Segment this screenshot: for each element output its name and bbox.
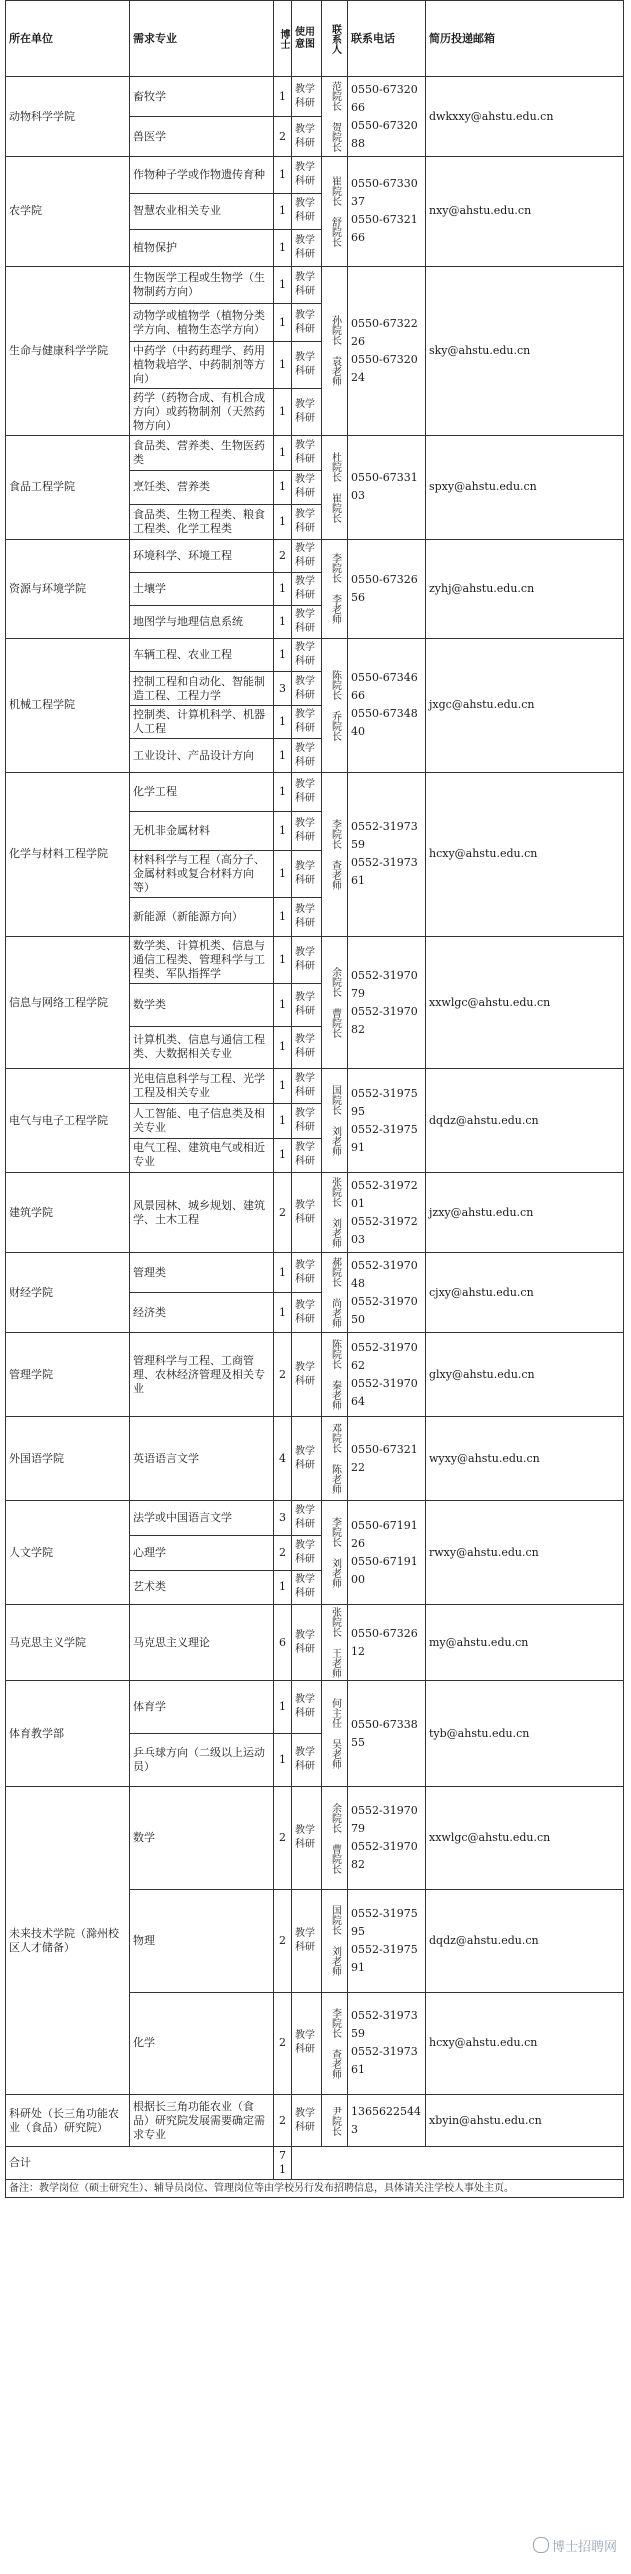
table-row [6, 266, 624, 304]
major-cell: 地图学与地理信息系统 [130, 605, 274, 638]
major-cell: 食品类、营养类、生物医药类 [130, 435, 274, 470]
contact-cell [322, 936, 348, 1068]
use-cell: 教学科研 [292, 1333, 322, 1417]
total-row [6, 2147, 624, 2180]
use-cell: 教学科研 [292, 672, 322, 706]
phd-count-cell: 1 [274, 1293, 292, 1333]
email-cell: cjxy@ahstu.edu.cn [426, 1253, 624, 1333]
email-cell: xxwlgc@ahstu.edu.cn [426, 1787, 624, 1890]
contact-cell-text: 崔院长 舒院长 [329, 175, 341, 247]
header-phone: 联系电话 [348, 1, 426, 77]
use-cell: 教学科研 [292, 811, 322, 850]
contact-cell [322, 266, 348, 435]
email-cell: rwxy@ahstu.edu.cn [426, 1501, 624, 1605]
table-row [6, 638, 624, 672]
unit-cell: 资源与环境学院 [6, 539, 130, 638]
contact-cell-text: 余院长 曹院长 [329, 1802, 341, 1874]
major-cell: 控制工程和自动化、智能制造工程、工程力学 [130, 672, 274, 706]
use-cell: 教学科研 [292, 638, 322, 672]
major-cell: 经济类 [130, 1293, 274, 1333]
phone-cell: 0552-3197048 0552-3197050 [348, 1253, 426, 1333]
table-row [6, 1069, 624, 1104]
major-cell: 环境科学、环境工程 [130, 539, 274, 572]
major-cell: 计算机类、信息与通信工程类、大数据相关专业 [130, 1026, 274, 1069]
major-cell: 畜牧学 [130, 77, 274, 117]
header-unit: 所在单位 [6, 1, 130, 77]
email-cell: wyxy@ahstu.edu.cn [426, 1417, 624, 1501]
phone-cell: 0550-6733855 [348, 1681, 426, 1787]
major-cell: 兽医学 [130, 117, 274, 157]
phone-cell: 13656225443 [348, 2095, 426, 2147]
use-cell: 教学科研 [292, 605, 322, 638]
contact-cell [322, 1069, 348, 1173]
phd-count-cell: 2 [274, 1173, 292, 1253]
unit-cell: 农学院 [6, 157, 130, 267]
phone-cell: 0550-6733103 [348, 435, 426, 539]
note-row [6, 2180, 624, 2198]
unit-cell: 生命与健康科学学院 [6, 266, 130, 435]
header-major: 需求专业 [130, 1, 274, 77]
email-cell: tyb@ahstu.edu.cn [426, 1681, 624, 1787]
phd-count-cell: 1 [274, 1026, 292, 1069]
use-cell: 教学科研 [292, 193, 322, 230]
major-cell: 风景园林、城乡规划、建筑学、土木工程 [130, 1173, 274, 1253]
header-email: 简历投递邮箱 [426, 1, 624, 77]
use-cell: 教学科研 [292, 772, 322, 811]
email-cell: dqdz@ahstu.edu.cn [426, 1889, 624, 1992]
major-cell: 中药学（中药药理学、药用植物栽培学、中药制剂等方向） [130, 341, 274, 388]
use-cell: 教学科研 [292, 1069, 322, 1104]
major-cell: 光电信息科学与工程、光学工程及相关专业 [130, 1069, 274, 1104]
phone-cell: 0552-3197595 0552-3197591 [348, 1069, 426, 1173]
phone-cell: 0552-3197595 0552-3197591 [348, 1889, 426, 1992]
email-cell: zyhj@ahstu.edu.cn [426, 539, 624, 638]
major-cell: 车辆工程、农业工程 [130, 638, 274, 672]
total-empty [292, 2147, 624, 2180]
major-cell: 电气工程、建筑电气或相近专业 [130, 1138, 274, 1173]
table-body [6, 77, 624, 2198]
use-cell: 教学科研 [292, 1889, 322, 1992]
use-cell: 教学科研 [292, 850, 322, 897]
watermark-text: 博士招聘网 [551, 2540, 617, 2555]
contact-cell-text: 邓院长 陈老师 [329, 1423, 341, 1495]
contact-cell [322, 1787, 348, 1890]
use-cell: 教学科研 [292, 470, 322, 505]
major-cell: 管理类 [130, 1253, 274, 1293]
use-cell: 教学科研 [292, 1787, 322, 1890]
contact-cell-text: 李院长 李老师 [329, 553, 341, 625]
use-cell: 教学科研 [292, 230, 322, 267]
phd-count-cell: 2 [274, 2095, 292, 2147]
phd-count-cell: 1 [274, 1253, 292, 1293]
contact-cell [322, 435, 348, 539]
major-cell: 药学（药物合成、有机合成方向）或药物制剂（天然药物方向） [130, 388, 274, 435]
table-row [6, 1501, 624, 1536]
use-cell: 教学科研 [292, 572, 322, 605]
major-cell: 人工智能、电子信息类及相关专业 [130, 1103, 274, 1138]
phd-count-cell: 1 [274, 897, 292, 936]
major-cell: 体育学 [130, 1681, 274, 1734]
major-cell: 土壤学 [130, 572, 274, 605]
header-phd: 博士 [274, 1, 292, 77]
email-cell: glxy@ahstu.edu.cn [426, 1333, 624, 1417]
phd-count-cell: 2 [274, 1535, 292, 1570]
phone-cell: 0552-3197079 0552-3197082 [348, 1787, 426, 1890]
use-cell: 教学科研 [292, 1138, 322, 1173]
phd-count-cell: 2 [274, 539, 292, 572]
phone-cell: 0550-6732066 0550-6732088 [348, 77, 426, 157]
major-cell: 控制类、计算机科学、机器人工程 [130, 705, 274, 739]
unit-cell: 科研处（长三角功能农业（食品）研究院） [6, 2095, 130, 2147]
use-cell: 教学科研 [292, 1293, 322, 1333]
major-cell: 艺术类 [130, 1570, 274, 1605]
use-cell: 教学科研 [292, 388, 322, 435]
table-row [6, 1417, 624, 1501]
major-cell: 管理科学与工程、工商管理、农林经济管理及相关专业 [130, 1333, 274, 1417]
email-cell: xxwlgc@ahstu.edu.cn [426, 936, 624, 1068]
use-cell: 教学科研 [292, 341, 322, 388]
phone-cell: 0550-6734666 0550-6734840 [348, 638, 426, 772]
phd-count-cell: 2 [274, 1333, 292, 1417]
contact-cell-text: 李院长 查老师 [329, 2007, 341, 2079]
phd-count-cell: 1 [274, 936, 292, 983]
contact-cell-text: 国院长 刘老师 [329, 1905, 341, 1977]
use-cell: 教学科研 [292, 1173, 322, 1253]
unit-cell: 马克思主义学院 [6, 1605, 130, 1681]
phd-count-cell: 1 [274, 505, 292, 540]
major-cell: 无机非金属材料 [130, 811, 274, 850]
unit-cell: 人文学院 [6, 1501, 130, 1605]
use-cell: 教学科研 [292, 1253, 322, 1293]
use-cell: 教学科研 [292, 739, 322, 773]
phd-count-cell: 1 [274, 470, 292, 505]
contact-cell [322, 772, 348, 936]
major-cell: 动物学或植物学（植物分类学方向、植物生态学方向） [130, 304, 274, 342]
use-cell: 教学科研 [292, 1605, 322, 1681]
use-cell: 教学科研 [292, 936, 322, 983]
phd-count-cell: 1 [274, 77, 292, 117]
major-cell: 新能源（新能源方向） [130, 897, 274, 936]
use-cell: 教学科研 [292, 1026, 322, 1069]
table-row [6, 1253, 624, 1293]
use-cell: 教学科研 [292, 1734, 322, 1787]
major-cell: 数学 [130, 1787, 274, 1890]
major-cell: 作物种子学或作物遗传育种 [130, 157, 274, 194]
major-cell: 根据长三角功能农业（食品）研究院发展需要确定需求专业 [130, 2095, 274, 2147]
unit-cell: 机械工程学院 [6, 638, 130, 772]
phone-cell: 0550-6719126 0550-6719100 [348, 1501, 426, 1605]
major-cell: 化学 [130, 1992, 274, 2095]
phd-count-cell: 1 [274, 1069, 292, 1104]
email-cell: hcxy@ahstu.edu.cn [426, 772, 624, 936]
table-row [6, 1787, 624, 1890]
phd-count-cell: 1 [274, 157, 292, 194]
phd-count-cell: 1 [274, 572, 292, 605]
phone-cell: 0552-3197062 0552-3197064 [348, 1333, 426, 1417]
phd-count-cell: 1 [274, 304, 292, 342]
contact-cell [322, 1889, 348, 1992]
contact-cell-text: 尹院长 [329, 2105, 341, 2136]
phd-count-cell: 1 [274, 1570, 292, 1605]
table-row [6, 157, 624, 194]
contact-cell-text: 陈院长 乔院长 [329, 669, 341, 741]
use-cell: 教学科研 [292, 1681, 322, 1734]
major-cell: 化学工程 [130, 772, 274, 811]
phone-cell: 0552-3197359 0552-3197361 [348, 772, 426, 936]
contact-cell [322, 77, 348, 157]
recruitment-table [5, 0, 624, 2198]
use-cell: 教学科研 [292, 1535, 322, 1570]
phd-count-cell: 2 [274, 1889, 292, 1992]
email-cell: spxy@ahstu.edu.cn [426, 435, 624, 539]
unit-cell: 管理学院 [6, 1333, 130, 1417]
phd-count-cell: 1 [274, 772, 292, 811]
phone-cell: 0552-3197201 0552-3197203 [348, 1173, 426, 1253]
contact-cell-text: 张院长 王老师 [329, 1607, 341, 1679]
table-row [6, 2095, 624, 2147]
phd-count-cell: 2 [274, 1787, 292, 1890]
table-row [6, 1681, 624, 1734]
contact-cell-text: 郝院长 尚老师 [329, 1257, 341, 1329]
contact-cell-text: 李院长 查老师 [329, 818, 341, 890]
major-cell: 英语语言文学 [130, 1417, 274, 1501]
email-cell: xbyin@ahstu.edu.cn [426, 2095, 624, 2147]
unit-cell: 财经学院 [6, 1253, 130, 1333]
table-row [6, 1173, 624, 1253]
contact-cell [322, 1333, 348, 1417]
unit-cell: 外国语学院 [6, 1417, 130, 1501]
phd-count-cell: 1 [274, 705, 292, 739]
use-cell: 教学科研 [292, 705, 322, 739]
phd-count-cell: 1 [274, 1138, 292, 1173]
major-cell: 物理 [130, 1889, 274, 1992]
contact-cell-text: 陈院长 秦老师 [329, 1339, 341, 1411]
watermark-logo-icon [533, 2537, 549, 2553]
phd-count-cell: 1 [274, 850, 292, 897]
phd-count-cell: 1 [274, 230, 292, 267]
header-contact: 联系人 [322, 1, 348, 77]
phd-count-cell: 6 [274, 1605, 292, 1681]
use-cell: 教学科研 [292, 1570, 322, 1605]
unit-cell: 食品工程学院 [6, 435, 130, 539]
unit-cell: 动物科学学院 [6, 77, 130, 157]
phd-count-cell: 1 [274, 435, 292, 470]
phd-count-cell: 1 [274, 983, 292, 1026]
use-cell: 教学科研 [292, 435, 322, 470]
phd-count-cell: 3 [274, 1501, 292, 1536]
email-cell: nxy@ahstu.edu.cn [426, 157, 624, 267]
contact-cell-text: 余院长 曹院长 [329, 967, 341, 1039]
major-cell: 数学类 [130, 983, 274, 1026]
contact-cell [322, 539, 348, 638]
phd-count-cell: 1 [274, 1681, 292, 1734]
phd-count-cell: 3 [274, 672, 292, 706]
header-row [6, 1, 624, 77]
phd-count-cell: 1 [274, 638, 292, 672]
major-cell: 食品类、生物工程类、粮食工程类、化学工程类 [130, 505, 274, 540]
use-cell: 教学科研 [292, 897, 322, 936]
unit-cell: 信息与网络工程学院 [6, 936, 130, 1068]
contact-cell [322, 2095, 348, 2147]
table-row [6, 1333, 624, 1417]
contact-cell [322, 157, 348, 267]
email-cell: jzxy@ahstu.edu.cn [426, 1173, 624, 1253]
use-cell: 教学科研 [292, 157, 322, 194]
email-cell: hcxy@ahstu.edu.cn [426, 1992, 624, 2095]
use-cell: 教学科研 [292, 2095, 322, 2147]
email-cell: dqdz@ahstu.edu.cn [426, 1069, 624, 1173]
use-cell: 教学科研 [292, 77, 322, 117]
contact-cell-text: 何主任 吴老师 [329, 1698, 341, 1770]
use-cell: 教学科研 [292, 117, 322, 157]
phd-count-cell: 1 [274, 811, 292, 850]
table-row [6, 1605, 624, 1681]
email-cell: dwkxxy@ahstu.edu.cn [426, 77, 624, 157]
table-row [6, 936, 624, 983]
use-cell: 教学科研 [292, 1103, 322, 1138]
major-cell: 材料科学与工程（高分子、金属材料或复合材料方向等） [130, 850, 274, 897]
phone-cell: 0550-6733037 0550-6732166 [348, 157, 426, 267]
major-cell: 工业设计、产品设计方向 [130, 739, 274, 773]
contact-cell [322, 1681, 348, 1787]
table-row [6, 77, 624, 117]
contact-cell [322, 1605, 348, 1681]
total-label: 合计 [6, 2147, 274, 2180]
phd-count-cell: 1 [274, 193, 292, 230]
phd-count-cell: 1 [274, 388, 292, 435]
phd-count-cell: 1 [274, 1103, 292, 1138]
total-value: 71 [274, 2147, 292, 2180]
phd-count-cell: 1 [274, 1734, 292, 1787]
contact-cell [322, 1417, 348, 1501]
phone-cell: 0550-6732612 [348, 1605, 426, 1681]
contact-cell-text: 范院长 贺院长 [329, 81, 341, 152]
contact-cell-text: 国院长 刘老师 [329, 1085, 341, 1157]
use-cell: 教学科研 [292, 1992, 322, 2095]
phd-count-cell: 4 [274, 1417, 292, 1501]
table-row [6, 539, 624, 572]
phd-count-cell: 2 [274, 117, 292, 157]
use-cell: 教学科研 [292, 505, 322, 540]
contact-cell-text: 张院长 刘老师 [329, 1177, 341, 1249]
contact-cell-text: 孙院长 袁老师 [329, 315, 341, 387]
phone-cell: 0550-6732226 0550-6732024 [348, 266, 426, 435]
use-cell: 教学科研 [292, 266, 322, 304]
phone-cell: 0552-3197359 0552-3197361 [348, 1992, 426, 2095]
contact-cell [322, 1992, 348, 2095]
phd-count-cell: 1 [274, 739, 292, 773]
phone-cell: 0550-6732122 [348, 1417, 426, 1501]
contact-cell-text: 李院长 刘老师 [329, 1517, 341, 1589]
unit-cell: 体育教学部 [6, 1681, 130, 1787]
note-cell: 备注：教学岗位（硕士研究生）、辅导员岗位、管理岗位等由学校另行发布招聘信息，具体请关注学校人事处主页。 [6, 2180, 624, 2198]
table-row [6, 772, 624, 811]
use-cell: 教学科研 [292, 539, 322, 572]
phd-count-cell: 1 [274, 341, 292, 388]
major-cell: 生物医学工程或生物学（生物制药方向） [130, 266, 274, 304]
header-use: 使用意图 [292, 1, 322, 77]
phd-count-cell: 1 [274, 266, 292, 304]
phd-count-cell: 1 [274, 605, 292, 638]
major-cell: 数学类、计算机类、信息与通信工程类、管理科学与工程类、军队指挥学 [130, 936, 274, 983]
use-cell: 教学科研 [292, 983, 322, 1026]
table-row [6, 435, 624, 470]
email-cell: jxgc@ahstu.edu.cn [426, 638, 624, 772]
major-cell: 心理学 [130, 1535, 274, 1570]
phd-count-cell: 2 [274, 1992, 292, 2095]
major-cell: 植物保护 [130, 230, 274, 267]
contact-cell [322, 1501, 348, 1605]
use-cell: 教学科研 [292, 1417, 322, 1501]
phone-cell: 0550-6732656 [348, 539, 426, 638]
watermark [533, 2536, 617, 2555]
use-cell: 教学科研 [292, 304, 322, 342]
major-cell: 乒乓球方向（二级以上运动员） [130, 1734, 274, 1787]
contact-cell [322, 1173, 348, 1253]
major-cell: 马克思主义理论 [130, 1605, 274, 1681]
contact-cell [322, 638, 348, 772]
email-cell: sky@ahstu.edu.cn [426, 266, 624, 435]
unit-cell: 电气与电子工程学院 [6, 1069, 130, 1173]
email-cell: my@ahstu.edu.cn [426, 1605, 624, 1681]
contact-cell-text: 杜院长 崔院长 [329, 451, 341, 523]
unit-cell: 化学与材料工程学院 [6, 772, 130, 936]
major-cell: 烹饪类、营养类 [130, 470, 274, 505]
phone-cell: 0552-3197079 0552-3197082 [348, 936, 426, 1068]
major-cell: 法学或中国语言文学 [130, 1501, 274, 1536]
unit-cell: 建筑学院 [6, 1173, 130, 1253]
contact-cell [322, 1253, 348, 1333]
unit-cell: 未来技术学院（滁州校区人才储备） [6, 1787, 130, 2095]
use-cell: 教学科研 [292, 1501, 322, 1536]
major-cell: 智慧农业相关专业 [130, 193, 274, 230]
